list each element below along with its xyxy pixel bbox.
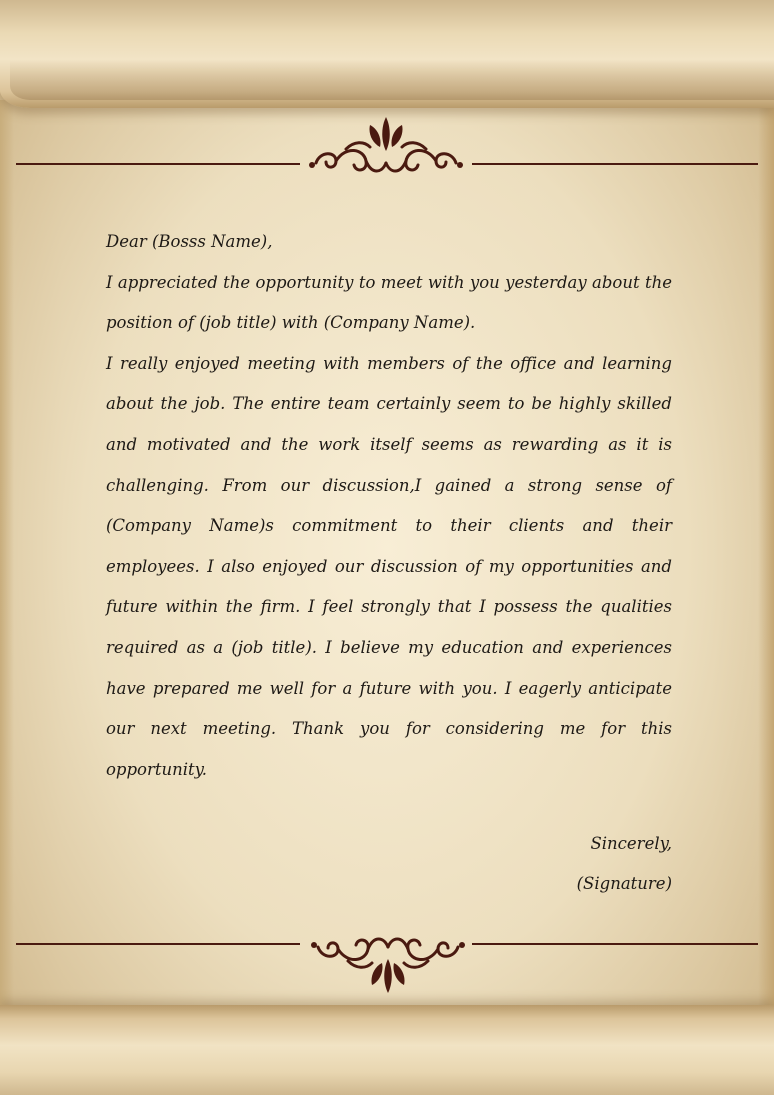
bottom-divider-left [16, 943, 300, 945]
scroll-bottom-roll [0, 1005, 774, 1095]
flourish-ornament-icon [308, 925, 468, 995]
top-divider-left [16, 163, 300, 165]
bottom-divider-right [472, 943, 758, 945]
letter-greeting: Dear (Bosss Name), [106, 232, 273, 251]
scroll-top-roll [0, 0, 774, 108]
letter-paragraph-2: I really enjoyed meeting with members of the office and learning about the job. The entire team certainly seem to be highly skilled and motivated and the work itself seems as rewarding as it is challenging. From our discussion,I gained a strong sense of (Company Name)s commitment to their clients and their employees. I also enjoyed our discussion of my opportunities and future within the firm. I feel strongly that I possess the qualities required as a (job title). I believe my education and experiences have prepared me well for a future with you. I eagerly anticipate our next meeting. Thank you for considering me for this opportunity. [106, 353, 672, 779]
letter-signature: (Signature) [576, 874, 672, 893]
flourish-ornament-icon [306, 115, 466, 185]
letter-closing: Sincerely, [590, 834, 672, 853]
letter-paragraph-1: I appreciated the opportunity to meet with you yesterday about the position of (job title) with (Company Name). [106, 272, 672, 333]
scroll-top-roll-shadow [10, 60, 774, 100]
top-divider-right [472, 163, 758, 165]
letter-body [106, 222, 672, 790]
parchment-right-edge [758, 100, 774, 1010]
parchment-left-edge [0, 100, 14, 1010]
